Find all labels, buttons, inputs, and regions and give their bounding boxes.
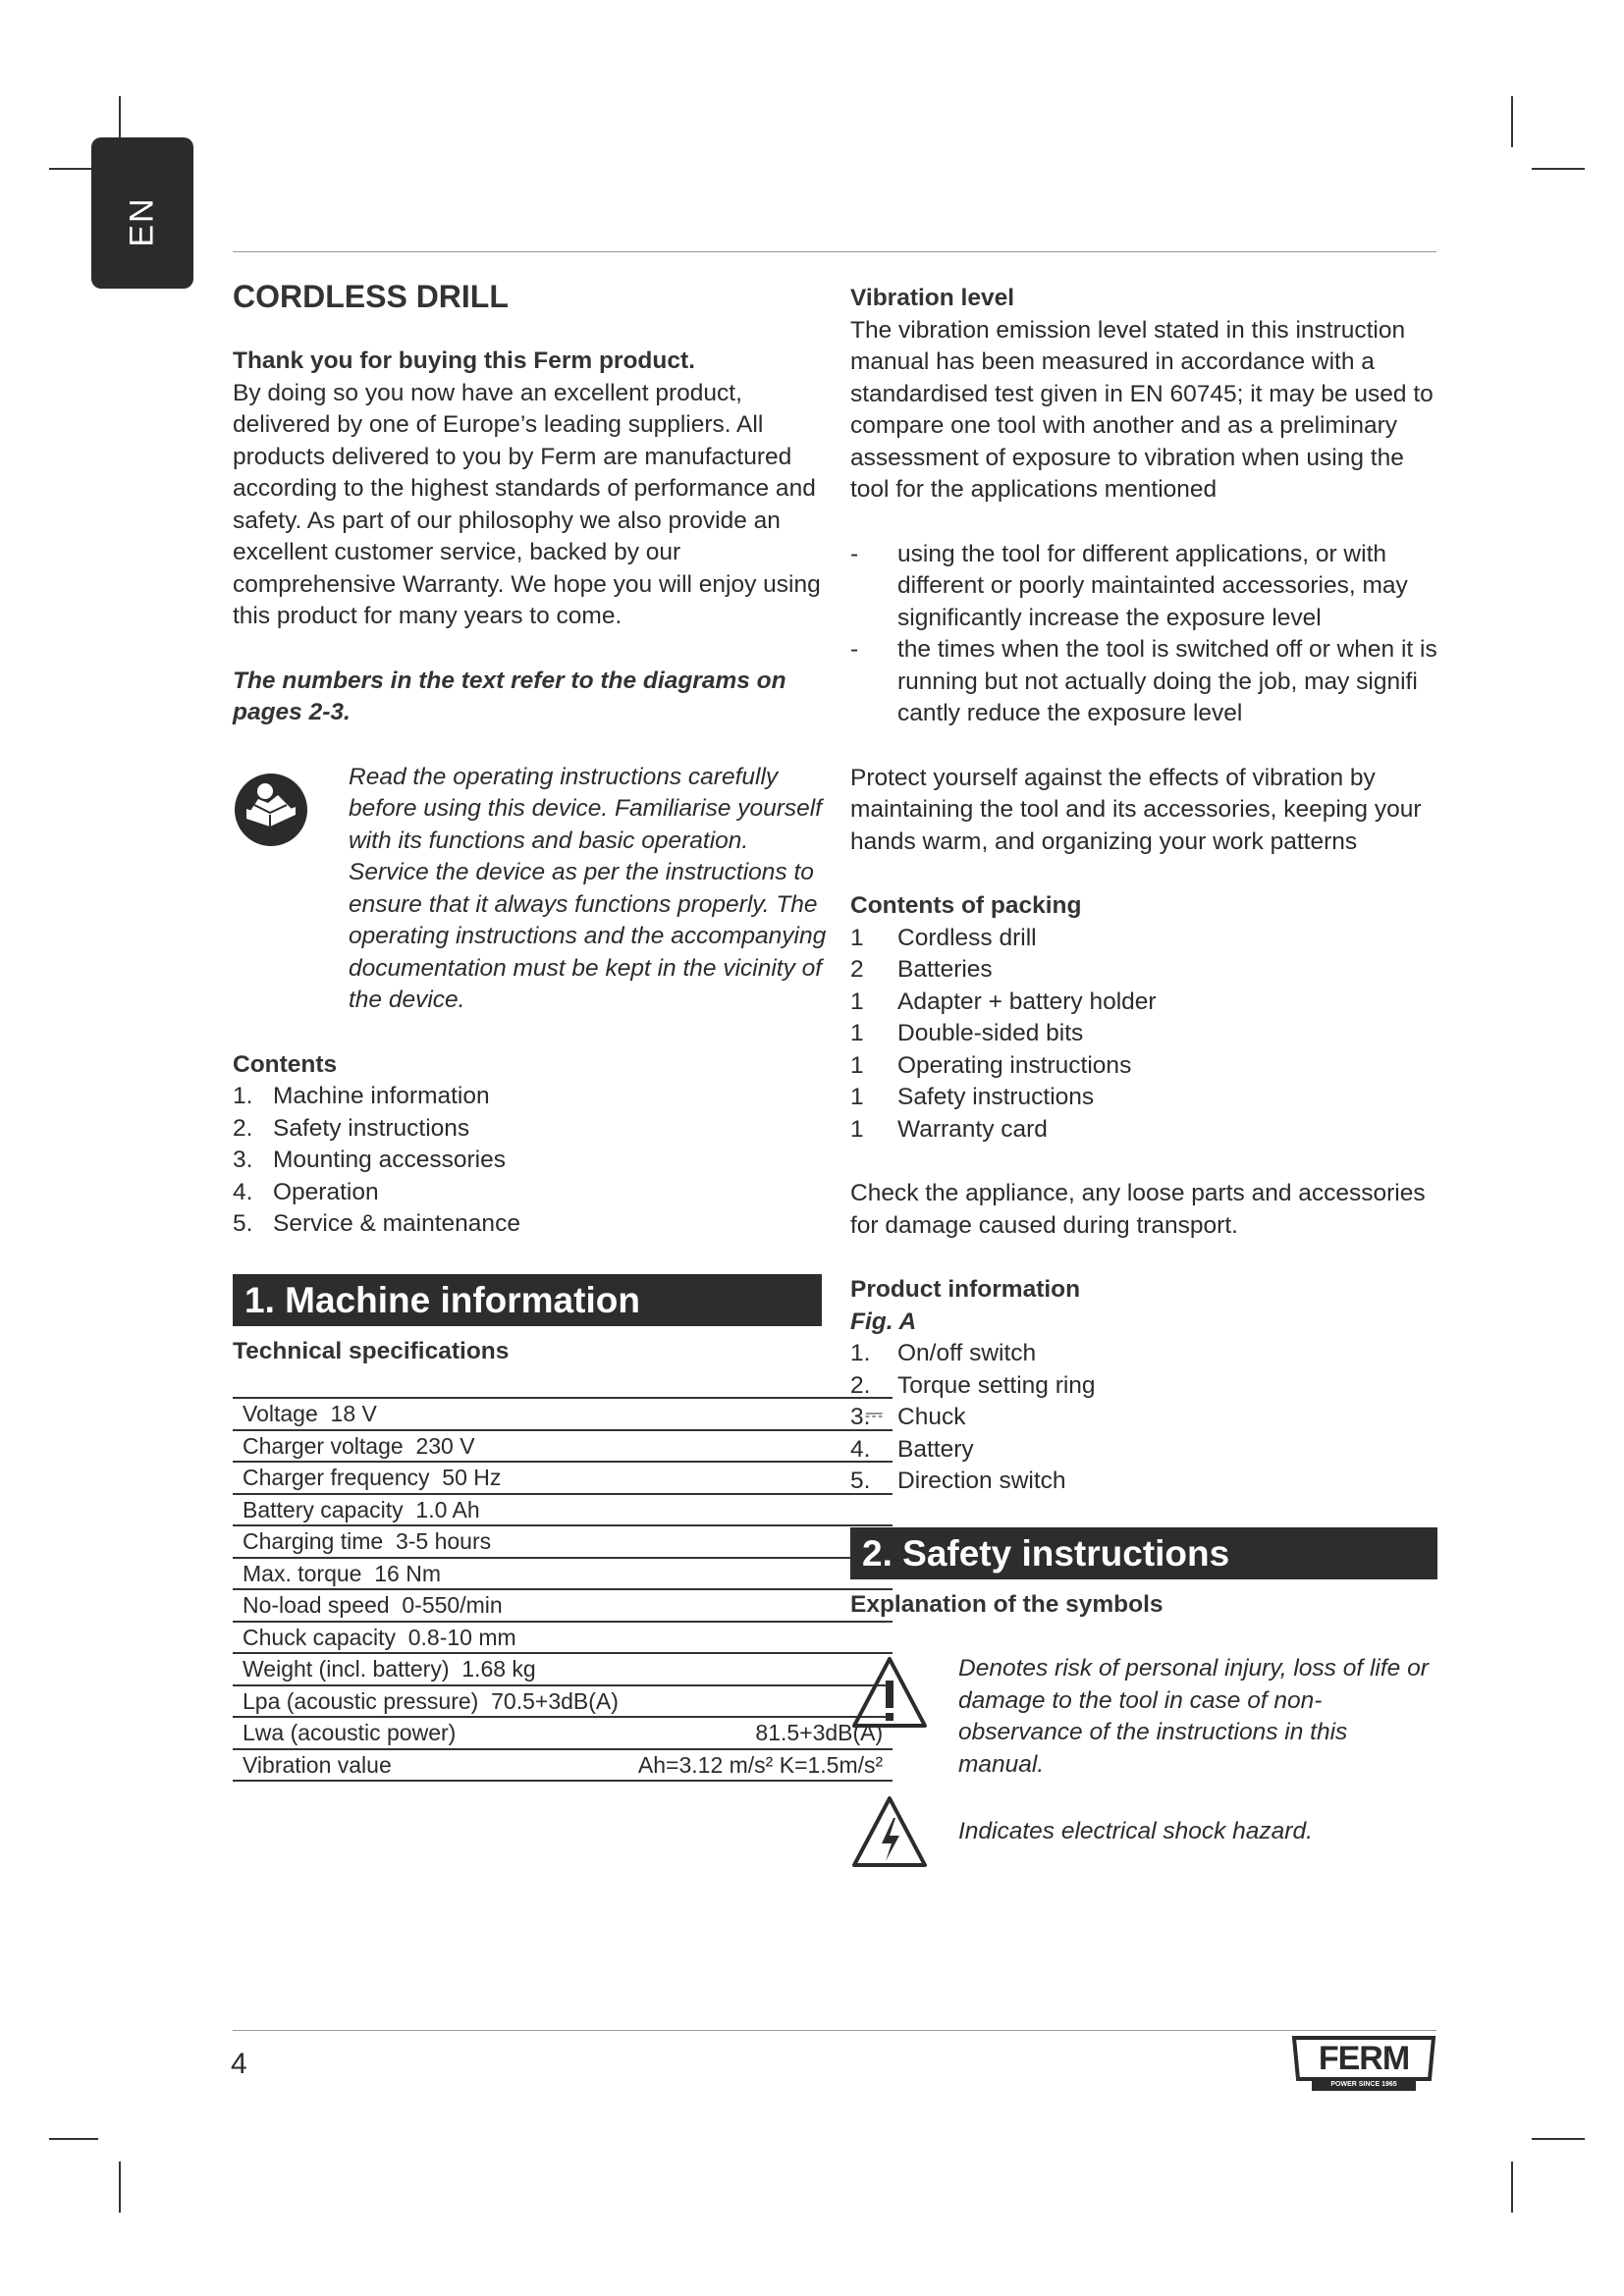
fig-label: Fig. A: [850, 1308, 917, 1335]
section-1-title-bar: 1. Machine information: [233, 1274, 822, 1326]
page-number: 4: [231, 2048, 247, 2080]
electric-shock-icon: [850, 1792, 958, 1881]
crop-mark: [49, 2138, 98, 2140]
right-column: [850, 283, 1439, 1881]
protect-text: Protect yourself against the effects of vibration by maintaining the tool and its accessories, keeping your hands warm, and organizing your work patterns: [850, 764, 1422, 855]
table-row: Lpa (acoustic pressure) 70.5+3dB(A): [233, 1685, 893, 1718]
ferm-logo-tagline: POWER SINCE 1965: [1330, 2081, 1397, 2088]
vibration-body: The vibration emission level stated in this instruction manual has been measured in accordance with a standardised test given in EN 60745; it may be used to compare one tool with another and as a preliminary assessment of exposure to vibration when using the tool for the applications mentioned: [850, 316, 1434, 503]
product-items: [850, 1338, 1439, 1498]
check-text: Check the appliance, any loose parts and accessories for damage caused during transport.: [850, 1180, 1426, 1239]
list-item: 1 Safety instructions: [850, 1084, 1095, 1110]
spec-table: [233, 1397, 893, 1782]
list-item: 1. Machine information: [233, 1083, 490, 1109]
list-item: 2. Safety instructions: [233, 1114, 470, 1142]
crop-mark: [1511, 96, 1513, 147]
list-item: 1 Cordless drill: [850, 924, 1037, 951]
list-item: 1 Warranty card: [850, 1115, 1048, 1143]
shock-symbol-text: Indicates electrical shock hazard.: [958, 1818, 1313, 1844]
ferm-logo: [1290, 2034, 1437, 2093]
read-manual-icon: [233, 762, 343, 1017]
read-manual-block: [233, 762, 832, 1017]
crop-mark: [119, 2162, 121, 2213]
contents-list: [233, 1081, 832, 1241]
packing-heading: Contents of packing: [850, 892, 1082, 919]
diagram-note: The numbers in the text refer to the diagrams on pages 2-3.: [233, 667, 786, 725]
symbols-heading: Explanation of the symbols: [850, 1590, 1164, 1618]
page-title: CORDLESS DRILL: [233, 279, 509, 314]
tech-spec-heading: Technical specifications: [233, 1337, 510, 1364]
read-manual-text: Read the operating instructions carefully before using this device. Familiarise yourself with its functions and basic operation. Service the device as per the instructions to ensure that it always functions properly. The operating instructions and the accompanying documentation must be kept in the vicinity of the device.: [349, 763, 827, 1013]
table-row: Voltage 18 V ⎓: [233, 1398, 893, 1430]
footer-rule: [233, 2030, 1436, 2031]
table-row: Battery capacity 1.0 Ah: [233, 1494, 893, 1526]
table-row: Charging time 3-5 hours: [233, 1525, 893, 1558]
table-row: Charger frequency 50 Hz: [233, 1462, 893, 1494]
list-item: - the times when the tool is switched off or when it is running but not actually doing the job, may signifi cantly reduce the exposure level: [850, 636, 1437, 726]
header-rule: [233, 251, 1436, 252]
table-row: No-load speed 0-550/min: [233, 1589, 893, 1622]
table-row: Chuck capacity 0.8-10 mm: [233, 1622, 893, 1654]
list-item: 4. Operation: [233, 1178, 379, 1205]
list-item: 1. On/off switch: [850, 1340, 1037, 1366]
crop-mark: [1532, 2138, 1585, 2140]
list-item: 3. Mounting accessories: [233, 1147, 506, 1173]
shock-symbol-row: [850, 1792, 1439, 1881]
thanks-body: By doing so you now have an excellent product, delivered by one of Europe’s leading suppliers. All products delivered to you by Ferm are manufactured according to the highest standards of performance and safety. As part of our philosophy we also provide an excellent customer service, backed by our comprehensive Warranty. We hope you will enjoy using this product for many years to come.: [233, 379, 821, 629]
list-item: 3. Chuck: [850, 1404, 966, 1430]
contents-heading: Contents: [233, 1050, 338, 1078]
list-item: 1 Double-sided bits: [850, 1020, 1084, 1046]
crop-mark: [1532, 168, 1585, 170]
table-row: Vibration value Ah=3.12 m/s² K=1.5m/s²: [233, 1749, 893, 1782]
list-item: 2 Batteries: [850, 956, 993, 983]
language-tab: [91, 137, 193, 289]
warning-triangle-icon: [850, 1653, 958, 1781]
list-item: 5. Direction switch: [850, 1468, 1066, 1494]
vibration-bullets: [850, 539, 1439, 730]
product-info-heading: Product information: [850, 1276, 1081, 1303]
list-item: 1 Operating instructions: [850, 1051, 1132, 1079]
table-row: Charger voltage 230 V: [233, 1430, 893, 1463]
risk-symbol-row: [850, 1653, 1439, 1781]
risk-symbol-text: Denotes risk of personal injury, loss of life or damage to the tool in case of non-observance of the instructions in this manual.: [958, 1655, 1429, 1778]
list-item: 2. Torque setting ring: [850, 1371, 1096, 1399]
table-row: Lwa (acoustic power) 81.5+3dB(A): [233, 1717, 893, 1749]
table-row: Max. torque 16 Nm: [233, 1558, 893, 1590]
vibration-heading: Vibration level: [850, 285, 1015, 311]
crop-mark: [1511, 2162, 1513, 2213]
table-row: Weight (incl. battery) 1.68 kg: [233, 1653, 893, 1685]
list-item: 4. Battery: [850, 1435, 974, 1463]
language-code: EN: [123, 196, 161, 247]
section-2-title-bar: 2. Safety instructions: [850, 1527, 1437, 1579]
ferm-logo-wordmark: FERM: [1318, 2040, 1410, 2077]
thanks-heading: Thank you for buying this Ferm product.: [233, 347, 695, 374]
packing-list: [850, 923, 1439, 1147]
list-item: 1 Adapter + battery holder: [850, 988, 1157, 1015]
list-item: - using the tool for different applications, or with different or poorly maintainted accessories, may significantly increase the exposure level: [850, 540, 1408, 631]
list-item: 5. Service & maintenance: [233, 1210, 520, 1237]
